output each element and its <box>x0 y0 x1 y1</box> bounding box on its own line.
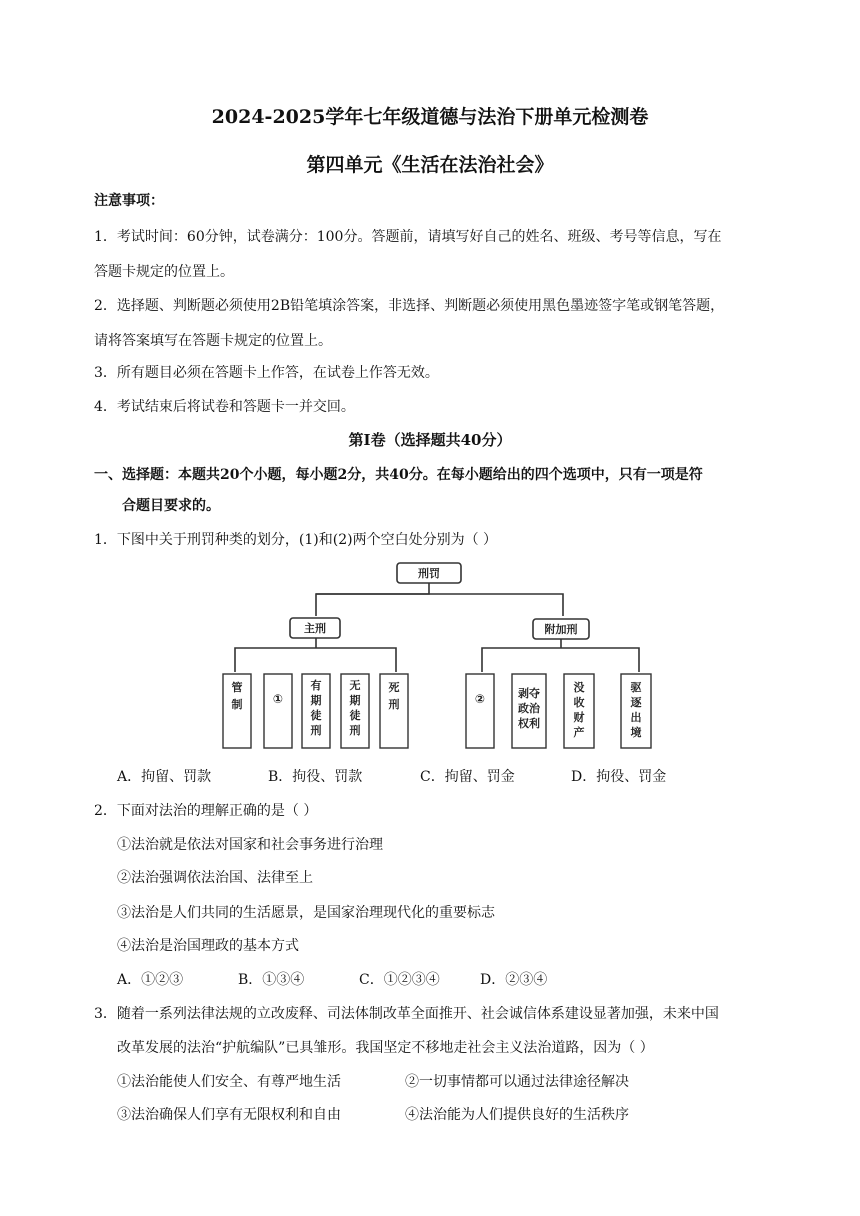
diagram-leaf-text: 死 <box>388 681 400 694</box>
note-line: 4．考试结束后将试卷和答题卡一并交回。 <box>94 399 355 415</box>
penalty-classification-diagram <box>210 558 670 754</box>
question-3-statement: ④法治能为人们提供良好的生活秩序 <box>405 1107 629 1123</box>
question-2-statement: ④法治是治国理政的基本方式 <box>117 938 299 954</box>
diagram-leaf-text: 财 <box>573 711 585 724</box>
diagram-leaf-text: 出 <box>630 711 642 724</box>
diagram-leaf-text: 刑 <box>388 698 400 711</box>
note-line: 请将答案填写在答题卡规定的位置上。 <box>94 333 332 349</box>
question-3-statement: ②一切事情都可以通过法律途径解决 <box>405 1074 629 1090</box>
question-3-statement: ①法治能使人们安全、有尊严地生活 <box>117 1074 341 1090</box>
question-1-option: B．拘役、罚款 <box>268 769 363 785</box>
diagram-leaf-text: 境 <box>630 726 642 739</box>
diagram-root-label: 刑罚 <box>418 567 440 580</box>
question-3-stem: 3．随着一系列法律法规的立改废释、司法体制改革全面推开、社会诚信体系建设显著加强，未来中国 <box>94 1006 719 1022</box>
section-instruction: 一、选择题：本题共20个小题，每小题2分，共40分。在每小题给出的四个选项中，只有一项是符 <box>94 467 703 483</box>
diagram-leaf-text: 政治 <box>518 702 540 715</box>
question-2-option: D．②③④ <box>480 972 548 988</box>
diagram-leaf-text: 徒 <box>310 709 322 722</box>
diagram-leaf-text: 制 <box>231 698 243 711</box>
note-line: 答题卡规定的位置上。 <box>94 264 234 280</box>
diagram-leaf-text: 期 <box>349 694 361 707</box>
note-line: 3．所有题目必须在答题卡上作答，在试卷上作答无效。 <box>94 365 439 381</box>
diagram-leaf-text: 剥夺 <box>518 687 540 700</box>
section-title: 第Ⅰ卷（选择题共40分） <box>348 431 512 449</box>
question-1-option: C．拘留、罚金 <box>420 769 515 785</box>
section-instruction: 合题目要求的。 <box>122 498 220 514</box>
diagram-leaf-text: 收 <box>573 696 585 709</box>
question-2-option: B．①③④ <box>238 972 305 988</box>
diagram-leaf-text: 管 <box>231 681 243 694</box>
note-line: 1．考试时间：60分钟，试卷满分：100分。答题前，请填写好自己的姓名、班级、考号等信息，写在 <box>94 229 722 245</box>
question-1-option: D．拘役、罚金 <box>571 769 667 785</box>
question-1-option: A．拘留、罚款 <box>117 769 212 785</box>
question-2-statement: ①法治就是依法对国家和社会事务进行治理 <box>117 837 383 853</box>
diagram-leaf-text: 产 <box>573 726 585 739</box>
diagram-leaf-text: 没 <box>573 681 585 694</box>
question-2-option: A．①②③ <box>117 972 184 988</box>
diagram-leaf-text: 驱 <box>630 681 642 694</box>
diagram-leaf-text: 刑 <box>349 724 361 737</box>
diagram-leaf-text: 期 <box>310 694 322 707</box>
document-subtitle: 第四单元《生活在法治社会》 <box>306 154 554 176</box>
diagram-leaf-text: ① <box>272 692 284 706</box>
diagram-leaf-text: 无 <box>349 679 361 692</box>
question-3-statement: ③法治确保人们享有无限权利和自由 <box>117 1107 341 1123</box>
diagram-leaf-text: 徒 <box>349 709 361 722</box>
diagram-leaf-text: ② <box>474 692 486 706</box>
diagram-leaf-text: 有 <box>310 679 322 692</box>
question-2-statement: ③法治是人们共同的生活愿景，是国家治理现代化的重要标志 <box>117 905 495 921</box>
diagram-main-label: 主刑 <box>304 622 326 635</box>
question-2-statement: ②法治强调依法治国、法律至上 <box>117 870 313 886</box>
diagram-leaf-text: 权利 <box>518 717 540 730</box>
document-title: 2024-2025学年七年级道德与法治下册单元检测卷 <box>211 106 649 128</box>
question-2-option: C．①②③④ <box>359 972 440 988</box>
question-2-stem: 2．下面对法治的理解正确的是（ ） <box>94 803 318 819</box>
question-1-stem: 1．下图中关于刑罚种类的划分，(1)和(2)两个空白处分别为（ ） <box>94 532 498 548</box>
diagram-extra-label: 附加刑 <box>544 623 578 636</box>
notes-heading: 注意事项： <box>94 193 164 209</box>
diagram-leaf-text: 刑 <box>310 724 322 737</box>
question-3-stem: 改革发展的法治“护航编队”已具雏形。我国坚定不移地走社会主义法治道路，因为（ ） <box>117 1040 654 1056</box>
note-line: 2．选择题、判断题必须使用2B铅笔填涂答案，非选择、判断题必须使用黑色墨迹签字笔或钢笔答题， <box>94 298 725 314</box>
diagram-leaf-text: 逐 <box>630 696 642 709</box>
